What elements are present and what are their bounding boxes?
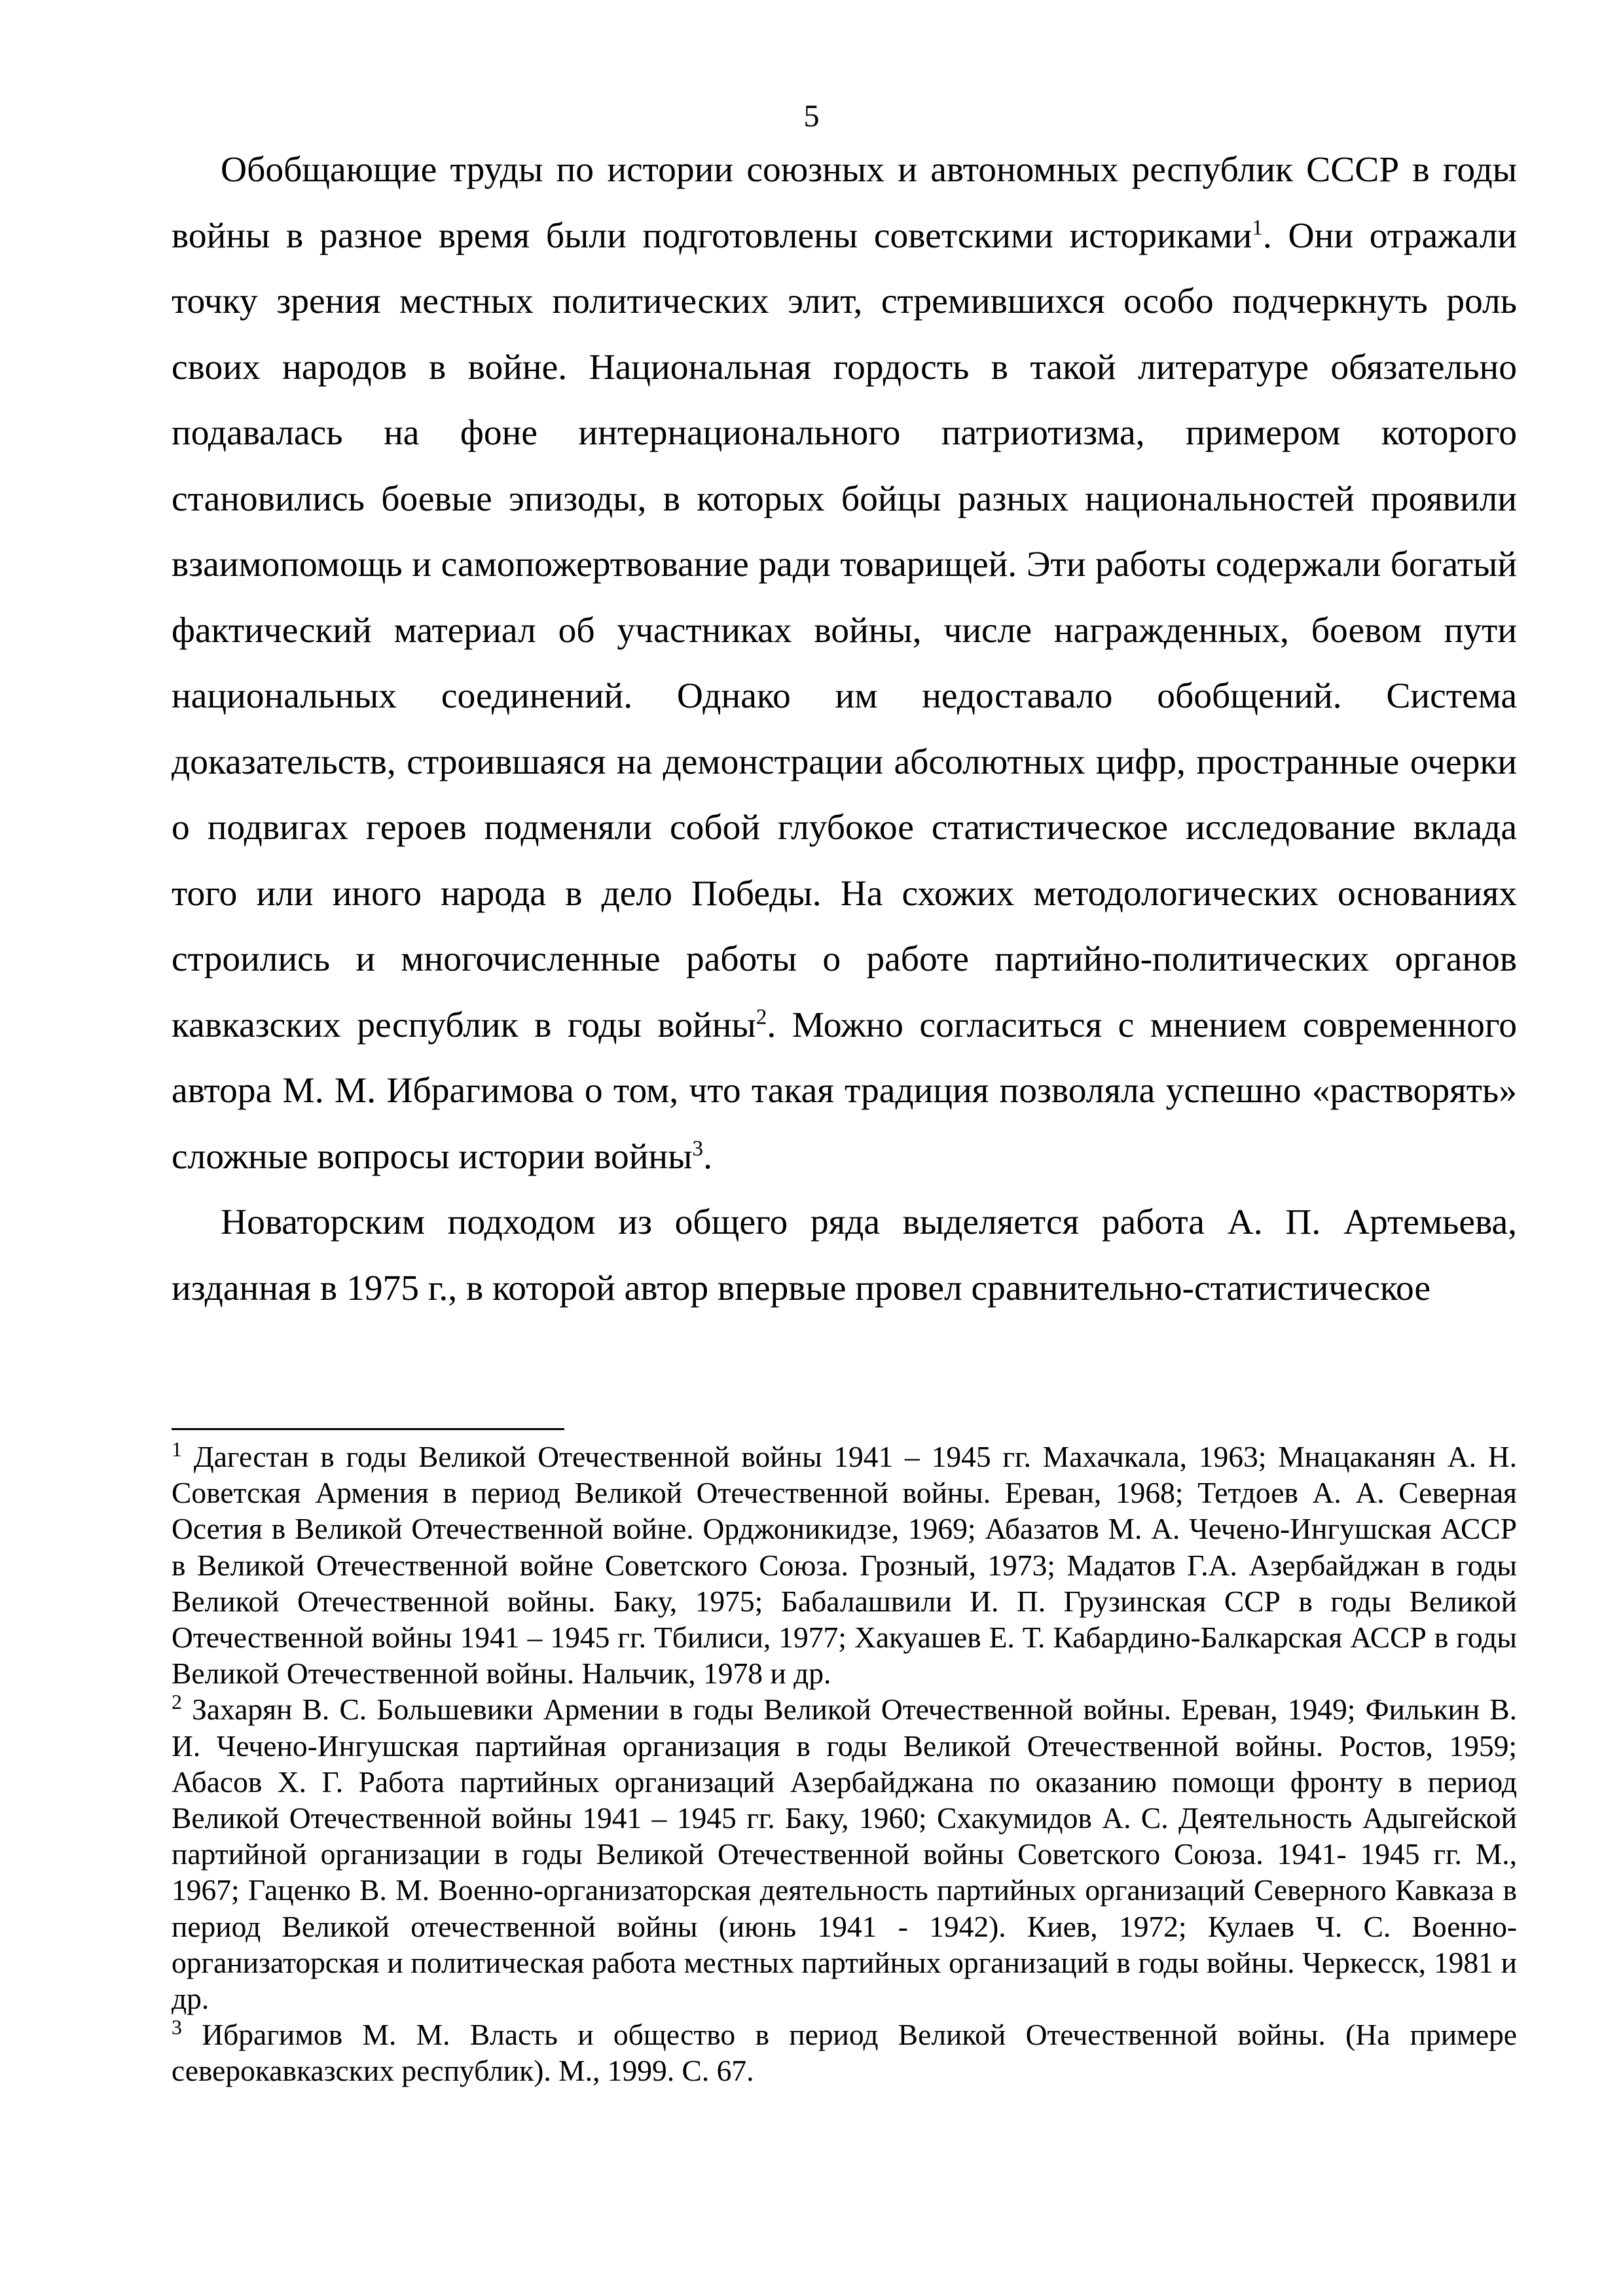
footnote (172, 2017, 1517, 2089)
footnote-mark: 2 (172, 1691, 182, 1714)
footnote-text: Ибрагимов М. М. Власть и общество в период Великой Отечественной войны. (На примере северокавказских республик). М., 1999. С. 67. (172, 2018, 1517, 2088)
paragraph-text: . Они отражали точку зрения местных политических элит, стремившихся особо подчеркнуть роль своих народов в войне. Национальная гордость в такой литературе обязательно подавалась на фоне интернационального патриотизма, примером которого становились боевые эпизоды, в которых бойцы разных национальностей проявили взаимопомощь и самопожертвование ради товарищей. Эти работы содержали богатый фактический материал об участниках войны, числе награжденных, боевом пути национальных соединений. Однако им недоставало обобщений. Система доказательств, строившаяся на демонстрации абсолютных цифр, пространные очерки о подвигах героев подменяли собой глубокое статистическое исследование вклада того или иного народа в дело Победы. На схожих методологических основаниях строились и многочисленные работы о работе партийно-политических органов кавказских республик в годы войны (172, 215, 1517, 1045)
footnote-mark: 3 (172, 2016, 182, 2039)
footnote-text: Захарян В. С. Большевики Армении в годы Великой Отечественной войны. Ереван, 1949; Филькин В. И. Чечено-Ингушская партийная организация в годы Великой Отечественной войны. Ростов, 1959; Абасов Х. Г. Работа партийных организаций Азербайджана по оказанию помощи фронту в период Великой Отечественной войны 1941 – 1945 гг. Баку, 1960; Схакумидов А. С. Деятельность Адыгейской партийной организации в годы Великой Отечественной войны Советского Союза. 1941- 1945 гг. М., 1967; Гаценко В. М. Военно-организаторская деятельность партийных организаций Северного Кавказа в период Великой отечественной войны (июнь 1941 - 1942). Киев, 1972; Кулаев Ч. С. Военно-организаторская и политическая работа местных партийных организаций в годы войны. Черкесск, 1981 и др. (172, 1693, 1517, 2016)
footnote-text: Дагестан в годы Великой Отечественной войны 1941 – 1945 гг. Махачкала, 1963; Мнацаканян А. Н. Советская Армения в период Великой Отечественной войны. Ереван, 1968; Тетдоев А. А. Северная Осетия в Великой Отечественной войне. Орджоникидзе, 1969; Абазатов М. А. Чечено-Ингушская АССР в Великой Отечественной войне Советского Союза. Грозный, 1973; Мадатов Г.А. Азербайджан в годы Великой Отечественной войны. Баку, 1975; Бабалашвили И. П. Грузинская ССР в годы Великой Отечественной войны 1941 – 1945 гг. Тбилиси, 1977; Хакуашев Е. Т. Кабардино-Балкарская АССР в годы Великой Отечественной войны. Нальчик, 1978 и др. (172, 1440, 1518, 1691)
footnote-reference: 3 (692, 1136, 704, 1160)
paragraph (172, 1190, 1517, 1321)
body-text (172, 137, 1517, 1321)
footnote (172, 1439, 1517, 1691)
footnotes (172, 1439, 1517, 2089)
paragraph-text: . Можно согласиться с мнением современного автора М. М. Ибрагимова о том, что такая традиция позволяла успешно «растворять» сложные вопросы истории войны (172, 1005, 1518, 1177)
footnote-separator (172, 1428, 564, 1430)
footnote-mark: 1 (172, 1437, 182, 1461)
page-number: 5 (803, 99, 820, 134)
footnote-reference: 1 (1252, 215, 1263, 240)
paragraph (172, 137, 1517, 1190)
paragraph-text: Обобщающие труды по истории союзных и автономных республик СССР в годы войны в разное время были подготовлены советскими историками (172, 150, 1517, 256)
paragraph-text: . (703, 1136, 712, 1177)
footnote-reference: 2 (756, 1005, 767, 1029)
paragraph-text: Новаторским подходом из общего ряда выделяется работа А. П. Артемьева, изданная в 1975 г., в которой автор впервые провел сравнительно-статистическое (172, 1202, 1517, 1308)
footnote (172, 1691, 1517, 2017)
